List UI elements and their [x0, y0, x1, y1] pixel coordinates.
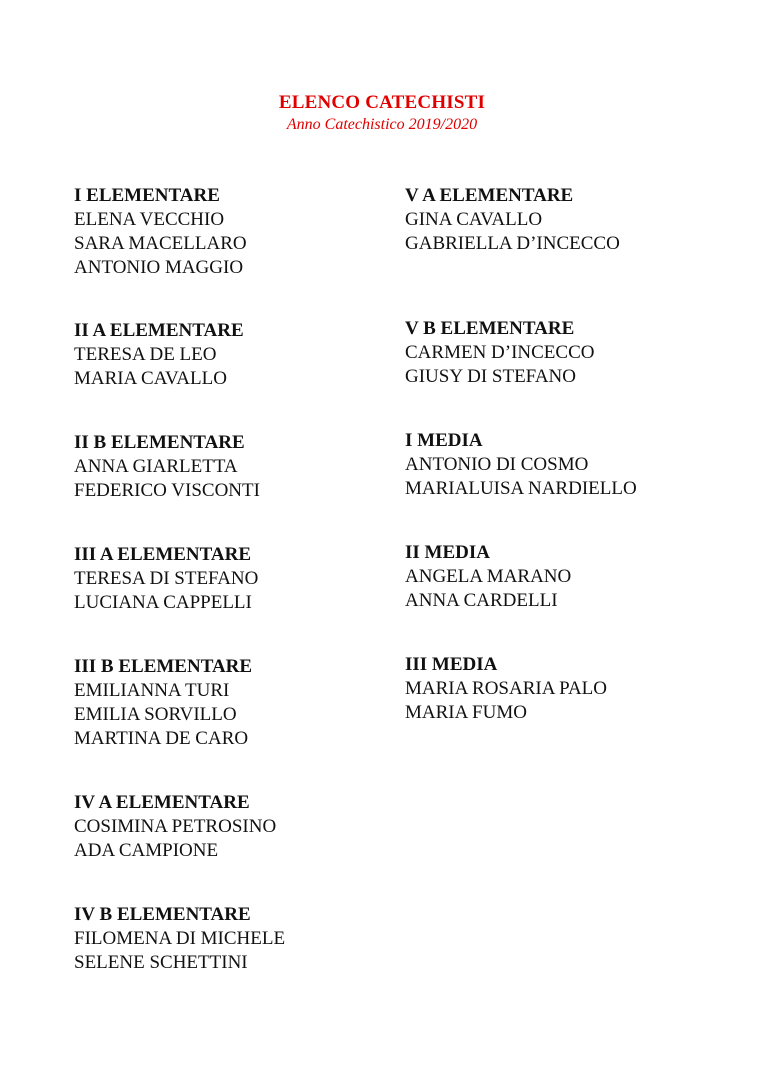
document-title: ELENCO CATECHISTI [278, 92, 486, 113]
class-title: III B ELEMENTARE [74, 656, 253, 677]
catechist-name: ANNA GIARLETTA [74, 456, 238, 477]
class-title: V A ELEMENTARE [405, 185, 574, 206]
class-group [74, 903, 285, 975]
catechist-name: ANNA CARDELLI [405, 590, 558, 611]
class-group [405, 317, 594, 389]
catechist-name: EMILIA SORVILLO [74, 704, 237, 725]
class-group [74, 655, 252, 751]
class-title: II MEDIA [405, 542, 490, 563]
catechist-name: FEDERICO VISCONTI [74, 480, 260, 501]
catechist-name: ADA CAMPIONE [74, 840, 219, 861]
catechist-name: SELENE SCHETTINI [74, 952, 248, 973]
class-title: II A ELEMENTARE [74, 320, 244, 341]
class-group [405, 653, 607, 725]
catechist-name: FILOMENA DI MICHELE [74, 928, 286, 949]
catechist-name: CARMEN D’INCECCO [405, 342, 595, 363]
document-subtitle: Anno Catechistico 2019/2020 [286, 116, 478, 133]
class-group [74, 543, 258, 615]
catechist-name: ANTONIO DI COSMO [405, 454, 589, 475]
catechist-name: MARIA FUMO [405, 702, 527, 723]
catechist-name: GINA CAVALLO [405, 209, 543, 230]
class-group [74, 791, 276, 863]
class-group [74, 431, 260, 503]
class-title: IV B ELEMENTARE [74, 904, 251, 925]
catechist-name: ANTONIO MAGGIO [74, 257, 244, 278]
class-title: V B ELEMENTARE [405, 318, 575, 339]
class-group [74, 184, 247, 280]
catechist-name: LUCIANA CAPPELLI [74, 592, 252, 613]
class-group [405, 429, 637, 501]
catechist-name: SARA MACELLARO [74, 233, 247, 254]
class-group [405, 541, 571, 613]
class-title: I MEDIA [405, 430, 483, 451]
class-title: III MEDIA [405, 654, 498, 675]
catechist-name: ANGELA MARANO [405, 566, 572, 587]
catechist-name: ELENA VECCHIO [74, 209, 225, 230]
catechist-name: GIUSY DI STEFANO [405, 366, 576, 387]
class-group [405, 184, 620, 256]
class-group [74, 319, 244, 391]
catechist-name: MARIALUISA NARDIELLO [405, 478, 637, 499]
catechist-name: TERESA DE LEO [74, 344, 217, 365]
class-title: III A ELEMENTARE [74, 544, 252, 565]
catechist-name: MARTINA DE CARO [74, 728, 249, 749]
catechist-name: COSIMINA PETROSINO [74, 816, 277, 837]
class-title: I ELEMENTARE [74, 185, 220, 206]
catechist-name: TERESA DI STEFANO [74, 568, 259, 589]
catechist-name: MARIA ROSARIA PALO [405, 678, 608, 699]
class-title: IV A ELEMENTARE [74, 792, 250, 813]
catechist-name: EMILIANNA TURI [74, 680, 230, 701]
class-title: II B ELEMENTARE [74, 432, 245, 453]
catechist-name: GABRIELLA D’INCECCO [405, 233, 620, 254]
document-header [0, 91, 764, 135]
catechist-name: MARIA CAVALLO [74, 368, 227, 389]
